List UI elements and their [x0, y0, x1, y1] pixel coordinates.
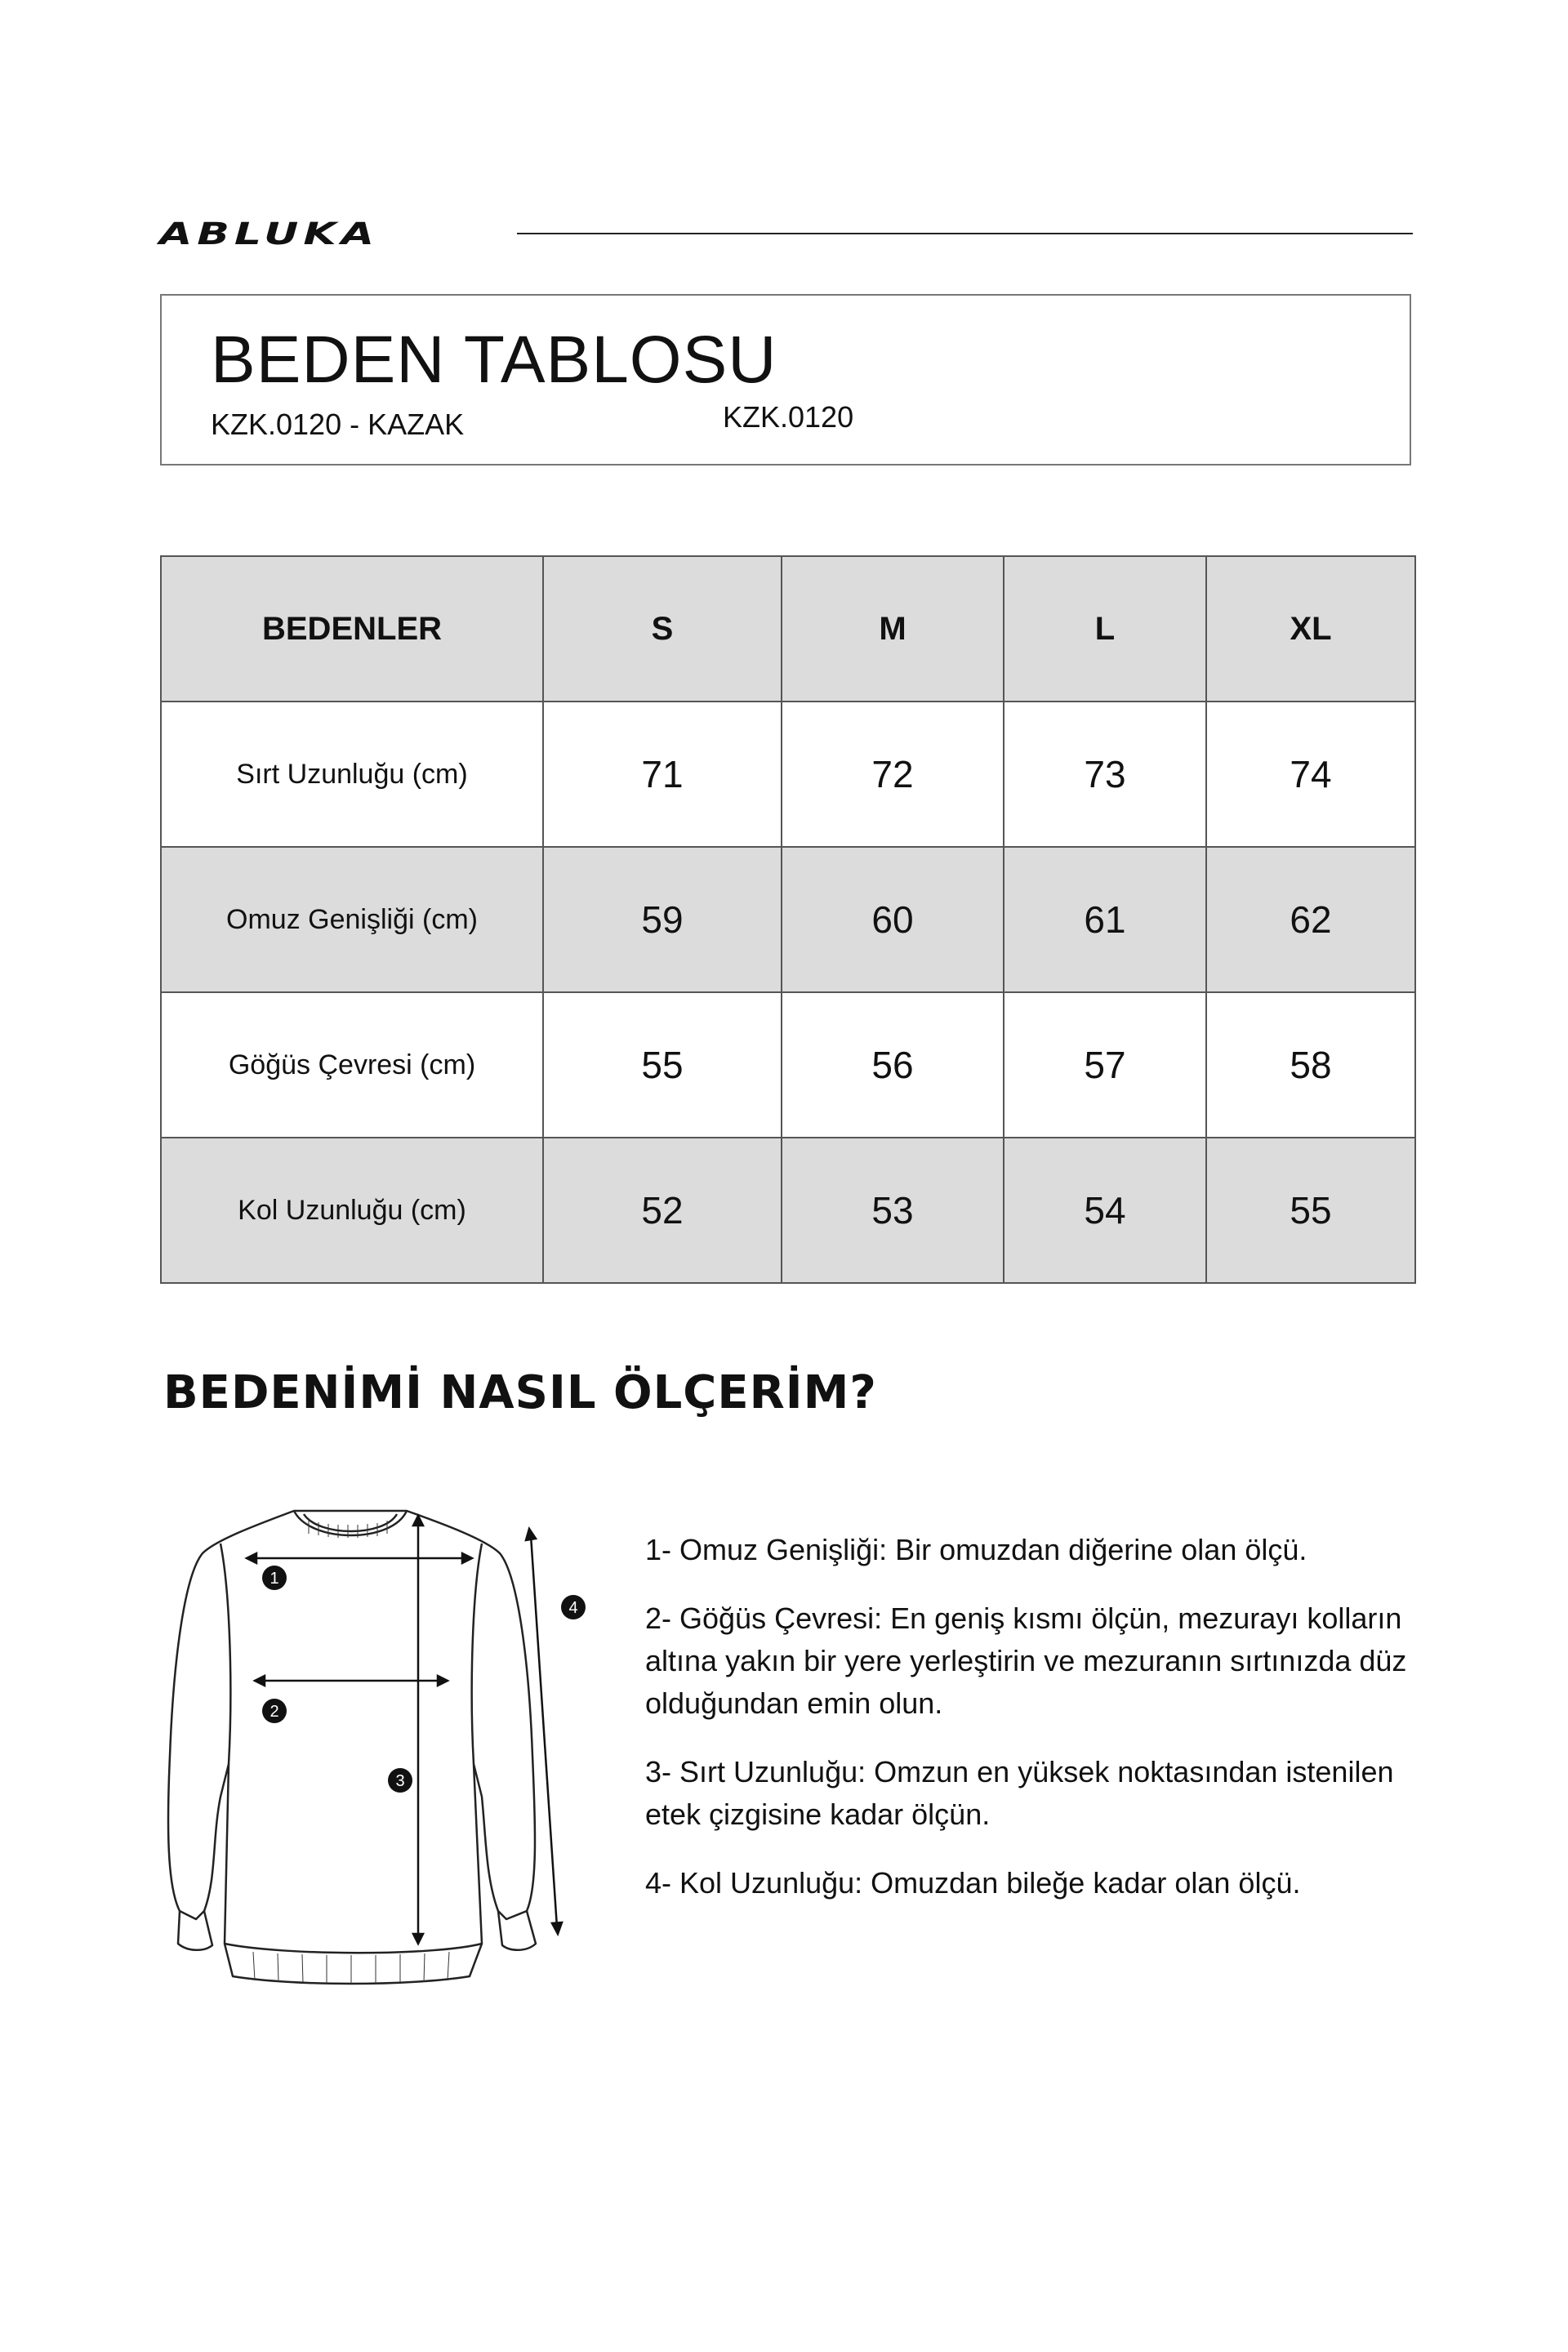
- product-code: KZK.0120: [723, 400, 854, 434]
- marker-3: [388, 1768, 412, 1793]
- svg-text:4: 4: [568, 1599, 578, 1617]
- sweater-measurement-diagram: [155, 1486, 612, 1993]
- table-cell: 74: [1206, 702, 1415, 847]
- instruction-4: 4- Kol Uzunluğu: Omuzdan bileğe kadar olan ölçü.: [645, 1866, 1301, 1900]
- header-divider: [517, 233, 1413, 234]
- table-cell: 60: [782, 847, 1004, 992]
- table-cell: 53: [782, 1138, 1004, 1283]
- row-label: Omuz Genişliği (cm): [161, 847, 543, 992]
- size-header-l: L: [1004, 556, 1206, 702]
- product-subtitle: KZK.0120 - KAZAK: [211, 408, 465, 441]
- row-label: Sırt Uzunluğu (cm): [161, 702, 543, 847]
- marker-1: [262, 1566, 287, 1590]
- instruction-3: 3- Sırt Uzunluğu: Omzun en yüksek noktasından istenilen etek çizgisine kadar ölçün.: [645, 1755, 1394, 1831]
- table-cell: 55: [543, 992, 782, 1138]
- size-table: [160, 555, 1416, 1284]
- size-header-row: [161, 556, 1415, 702]
- table-row: [161, 992, 1415, 1138]
- table-cell: 73: [1004, 702, 1206, 847]
- row-label: Kol Uzunluğu (cm): [161, 1138, 543, 1283]
- page-title: BEDEN TABLOSU: [211, 323, 777, 397]
- marker-2: [262, 1699, 287, 1723]
- table-row: [161, 847, 1415, 992]
- table-cell: 55: [1206, 1138, 1415, 1283]
- table-cell: 59: [543, 847, 782, 992]
- marker-4: [561, 1595, 586, 1619]
- how-to-measure-title: BEDENİMİ NASIL ÖLÇERİM?: [163, 1366, 877, 1419]
- table-row: [161, 702, 1415, 847]
- table-cell: 61: [1004, 847, 1206, 992]
- measurement-instructions: [645, 1529, 1429, 1931]
- table-cell: 71: [543, 702, 782, 847]
- table-cell: 57: [1004, 992, 1206, 1138]
- instruction-1: 1- Omuz Genişliği: Bir omuzdan diğerine olan ölçü.: [645, 1533, 1307, 1566]
- table-cell: 56: [782, 992, 1004, 1138]
- sweater-outline-icon: [168, 1511, 535, 1953]
- left-cuff-icon: [178, 1911, 212, 1950]
- sizes-header-label: BEDENLER: [161, 556, 543, 702]
- table-cell: 58: [1206, 992, 1415, 1138]
- svg-text:2: 2: [270, 1703, 279, 1721]
- table-row: [161, 1138, 1415, 1283]
- size-header-xl: XL: [1206, 556, 1415, 702]
- brand-logo: ABLUKA: [159, 216, 379, 252]
- brand-header: [159, 214, 1413, 255]
- table-cell: 54: [1004, 1138, 1206, 1283]
- size-header-s: S: [543, 556, 782, 702]
- svg-text:1: 1: [270, 1570, 279, 1588]
- svg-text:3: 3: [395, 1772, 405, 1790]
- row-label: Göğüs Çevresi (cm): [161, 992, 543, 1138]
- table-cell: 52: [543, 1138, 782, 1283]
- size-header-m: M: [782, 556, 1004, 702]
- title-box: [160, 294, 1411, 466]
- table-cell: 62: [1206, 847, 1415, 992]
- instruction-2: 2- Göğüs Çevresi: En geniş kısmı ölçün, mezurayı kolların altına yakın bir yere yerleştirin ve mezuranın sırtınızda düz olduğundan emin olun.: [645, 1601, 1407, 1720]
- table-cell: 72: [782, 702, 1004, 847]
